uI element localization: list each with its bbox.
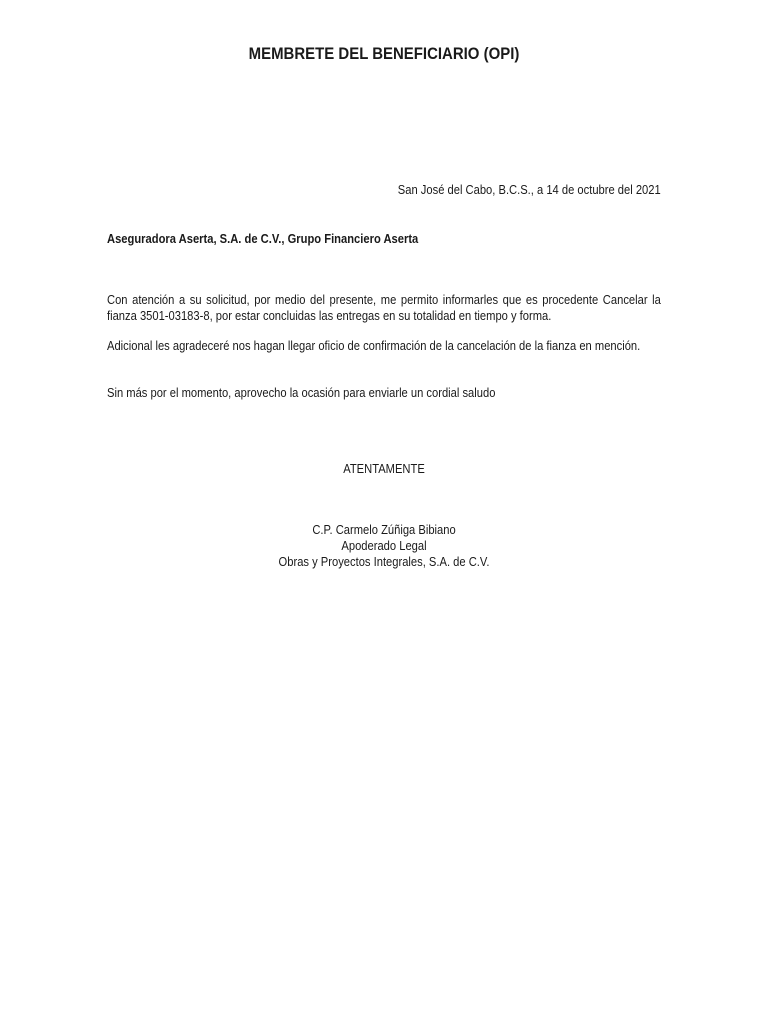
signature-block: [0, 522, 768, 570]
date-line: [355, 182, 661, 198]
signature-title: Apoderado Legal: [341, 538, 427, 553]
paragraph-farewell: [107, 385, 661, 401]
paragraph-request-text: Adicional les agradeceré nos hagan llegar oficio de confirmación de la cancelación de la fianza en mención.: [107, 338, 641, 353]
recipient-line: [107, 231, 469, 247]
signature-company: Obras y Proyectos Integrales, S.A. de C.V.: [278, 554, 490, 569]
date-text: San José del Cabo, B.C.S., a 14 de octubre del 2021: [398, 182, 661, 197]
letterhead-title: MEMBRETE DEL BENEFICIARIO (OPI): [248, 44, 520, 63]
recipient-text: Aseguradora Aserta, S.A. de C.V., Grupo Financiero Aserta: [107, 231, 419, 246]
paragraph-request-confirmation: [107, 338, 661, 354]
closing-text: ATENTAMENTE: [343, 461, 425, 476]
signature-name: C.P. Carmelo Zúñiga Bibiano: [312, 522, 456, 537]
paragraph-cancellation: [107, 292, 661, 323]
paragraph-cancellation-text: Con atención a su solicitud, por medio del presente, me permito informarles que es procedente Cancelar la fianza 3501-03183-8, por estar concluidas las entregas en su totalidad en tiempo y forma.: [107, 292, 661, 323]
paragraph-farewell-text: Sin más por el momento, aprovecho la ocasión para enviarle un cordial saludo: [107, 385, 496, 400]
closing: [0, 461, 768, 477]
